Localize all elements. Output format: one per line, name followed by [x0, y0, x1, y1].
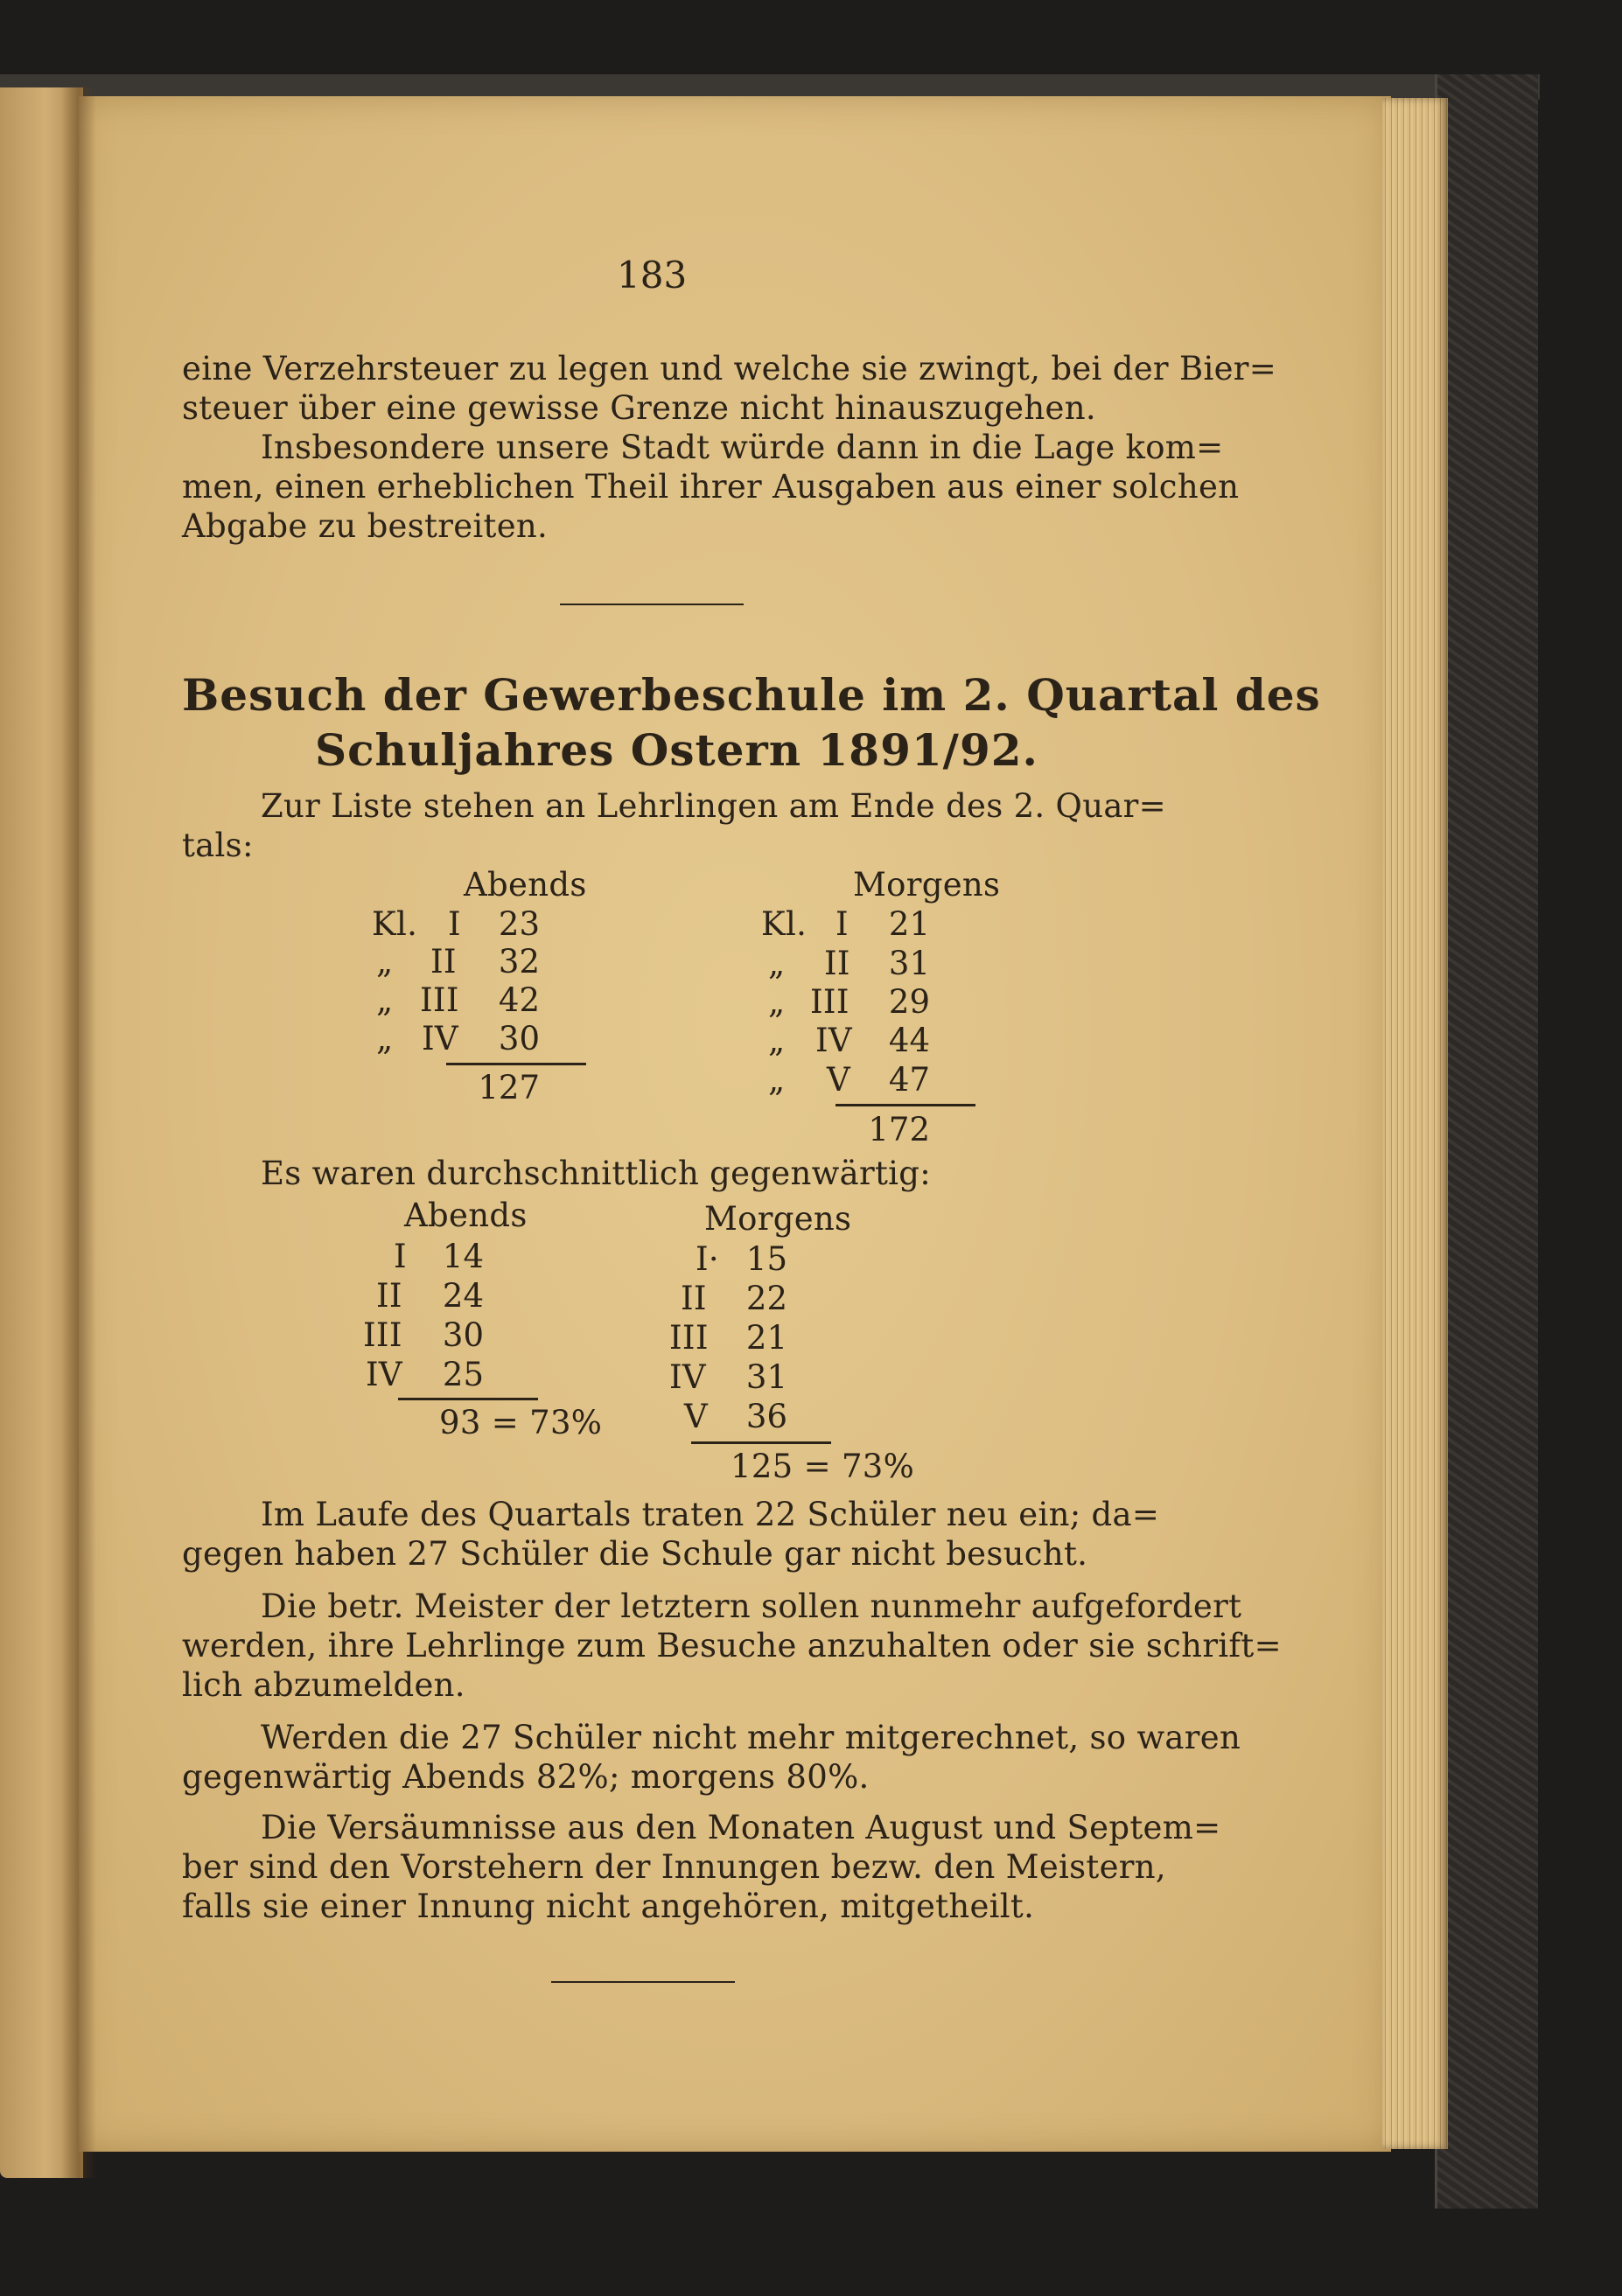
table1-morgens-prefix: „ [768, 983, 786, 1021]
table2-morgens-roman: IV [669, 1358, 706, 1396]
table1-morgens-total: 172 [868, 1111, 930, 1148]
table2-morgens-roman: III [669, 1319, 709, 1357]
table1-abends-sum-rule [446, 1063, 586, 1065]
table1-abends-prefix: „ [376, 1020, 394, 1057]
table1-morgens-prefix: „ [768, 945, 786, 982]
table1-abends-roman: IV [422, 1020, 458, 1057]
table1-abends-roman: II [430, 943, 457, 981]
table2-morgens-total: 125 = 73% [731, 1448, 915, 1485]
table1-morgens-value: 31 [888, 945, 930, 982]
continuation-line-1: eine Verzehrsteuer zu legen und welche sie zwingt, bei der Bier= [182, 350, 1277, 387]
section-divider-bottom [551, 1981, 735, 1983]
para4-line-1: Die Versäumnisse aus den Monaten August und Septem= [261, 1809, 1221, 1846]
section-divider-top [560, 604, 744, 605]
table1-morgens-value: 29 [888, 983, 930, 1021]
section-heading-line-1: Besuch der Gewerbeschule im 2. Quartal des [182, 669, 1321, 721]
table1-abends-roman: I [448, 905, 461, 943]
intro-line-2: tals: [182, 827, 254, 864]
table1-abends-value: 42 [498, 981, 540, 1019]
table2-morgens-sum-rule [691, 1441, 831, 1444]
para1-line-2: gegen haben 27 Schüler die Schule gar nicht besucht. [182, 1535, 1088, 1573]
para4-line-2: ber sind den Vorstehern der Innungen bezw. den Meistern, [182, 1848, 1166, 1886]
table2-abends-header: Abends [404, 1197, 528, 1234]
table2-abends-roman: III [363, 1316, 402, 1354]
table1-morgens-prefix: Kl. [761, 905, 808, 943]
table2-morgens-roman: I· [696, 1240, 719, 1278]
table2-morgens-value: 22 [745, 1280, 787, 1317]
table1-abends-prefix: „ [376, 943, 394, 981]
table1-morgens-value: 44 [888, 1022, 930, 1059]
table1-abends-prefix: „ [376, 981, 394, 1019]
book-cover-right-edge [1435, 74, 1538, 2209]
table2-abends-sum-rule [398, 1398, 538, 1400]
table1-abends-value: 30 [498, 1020, 540, 1057]
table2-morgens-header: Morgens [704, 1200, 852, 1238]
intro-line-1: Zur Liste stehen an Lehrlingen am Ende des 2. Quar= [261, 787, 1166, 825]
table1-morgens-roman: V [827, 1061, 851, 1099]
para3-line-2: gegenwärtig Abends 82%; morgens 80%. [182, 1758, 870, 1796]
continuation-line-5: Abgabe zu bestreiten. [182, 507, 549, 545]
table2-morgens-value: 15 [745, 1240, 787, 1278]
table2-abends-value: 30 [442, 1316, 484, 1354]
table1-morgens-value: 21 [888, 905, 930, 943]
table1-morgens-sum-rule [835, 1104, 975, 1106]
continuation-line-4: men, einen erheblichen Theil ihrer Ausgaben aus einer solchen [182, 468, 1240, 506]
table1-abends-total: 127 [478, 1069, 540, 1106]
para1-line-1: Im Laufe des Quartals traten 22 Schüler neu ein; da= [261, 1496, 1160, 1533]
para4-line-3: falls sie einer Innung nicht angehören, mitgetheilt. [182, 1888, 1035, 1925]
table2-abends-total: 93 = 73% [439, 1404, 603, 1441]
table2-morgens-roman: II [681, 1280, 707, 1317]
table1-morgens-header: Morgens [853, 866, 1001, 904]
para2-line-2: werden, ihre Lehrlinge zum Besuche anzuhalten oder sie schrift= [182, 1627, 1282, 1664]
table2-abends-value: 24 [442, 1277, 484, 1315]
page-number: 183 [617, 254, 688, 297]
para2-line-1: Die betr. Meister der letztern sollen nunmehr aufgefordert [261, 1588, 1242, 1625]
table1-morgens-roman: I [835, 905, 849, 943]
table2-morgens-value: 21 [745, 1319, 787, 1357]
table1-abends-prefix: Kl. [372, 905, 418, 943]
table2-morgens-value: 31 [745, 1358, 787, 1396]
table1-morgens-roman: III [810, 983, 849, 1021]
para2-line-3: lich abzumelden. [182, 1666, 465, 1704]
section-heading-line-2: Schuljahres Ostern 1891/92. [315, 724, 1038, 776]
table2-morgens-roman: V [684, 1398, 709, 1435]
table2-abends-value: 25 [442, 1356, 484, 1393]
table2-abends-roman: I [394, 1238, 407, 1275]
table1-abends-header: Abends [464, 866, 587, 904]
para3-line-1: Werden die 27 Schüler nicht mehr mitgerechnet, so waren [261, 1719, 1241, 1756]
continuation-line-2: steuer über eine gewisse Grenze nicht hinauszugehen. [182, 389, 1096, 427]
page-gutter [61, 87, 96, 2178]
table1-morgens-prefix: „ [768, 1061, 786, 1099]
table1-abends-roman: III [420, 981, 459, 1019]
continuation-line-3: Insbesondere unsere Stadt würde dann in die Lage kom= [261, 429, 1224, 466]
table1-morgens-value: 47 [888, 1061, 930, 1099]
table2-abends-roman: II [376, 1277, 402, 1315]
table2-abends-roman: IV [366, 1356, 402, 1393]
table1-morgens-roman: IV [815, 1022, 852, 1059]
table1-morgens-prefix: „ [768, 1022, 786, 1059]
average-intro: Es waren durchschnittlich gegenwärtig: [261, 1155, 931, 1192]
page-stack-edges [1382, 98, 1448, 2149]
table2-morgens-value: 36 [745, 1398, 787, 1435]
table2-abends-value: 14 [442, 1238, 484, 1275]
table1-abends-value: 23 [498, 905, 540, 943]
table1-morgens-roman: II [824, 945, 850, 982]
table1-abends-value: 32 [498, 943, 540, 981]
